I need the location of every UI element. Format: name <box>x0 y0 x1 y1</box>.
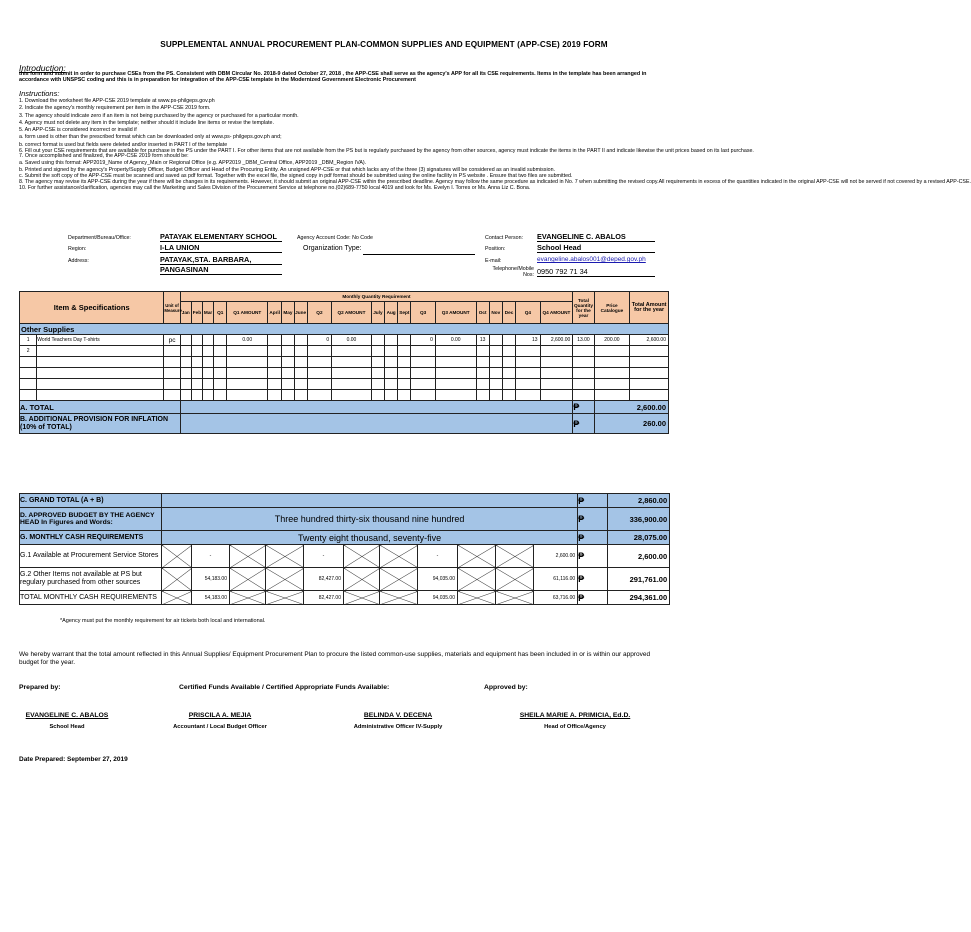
header-total-amount: Total Amount for the year <box>630 292 669 324</box>
row-number: 2 <box>20 346 37 357</box>
month-header: Oct <box>476 302 489 324</box>
form-title: SUPPLEMENTAL ANNUAL PROCUREMENT PLAN-COMMON SUPPLIES AND EQUIPMENT (APP-CSE) 2019 FORM <box>160 40 608 49</box>
month-header: Q3 <box>411 302 435 324</box>
org-type-label: Organization Type: <box>303 245 362 252</box>
signatory-position: School Head <box>49 724 85 730</box>
g2-q3: 94,035.00 <box>418 568 458 591</box>
email-label: E-mail: <box>485 258 502 264</box>
signatory-position: Accountant / Local Budget Officer <box>173 724 267 730</box>
month-header: Mar <box>203 302 214 324</box>
header-unit: Unit of Measure <box>164 292 180 324</box>
phone-value: 0950 792 71 34 <box>537 267 655 277</box>
row-q1-amount: 0.00 <box>227 335 268 346</box>
month-header: Q1 <box>214 302 227 324</box>
total-q3: 94,035.00 <box>418 591 458 605</box>
month-header: Q1 AMOUNT <box>227 302 268 324</box>
monthly-cash-value: 28,075.00 <box>608 531 670 545</box>
header-item: Item & Specifications <box>20 292 164 324</box>
g1-q2: - <box>304 545 344 568</box>
instruction-item: c. Submit the soft copy of the APP-CSE must be scanned and saved as pdf format. Together with the excel file, the signed copy in pdf format should be submitted using the online facility in PS website . Ensure that two files are submitted. <box>19 173 573 180</box>
total-value: 2,600.00 <box>594 401 668 414</box>
grand-total-label: C. GRAND TOTAL (A + B) <box>20 494 162 508</box>
month-header: Aug <box>385 302 398 324</box>
instruction-item: a. Saved using this format: APP2019_Name of Agency_Main or Regional Office (e.g. APP2019 _DBM_Central Office, APP2019 _DBM_Region IVA). <box>19 159 367 166</box>
month-header: Feb <box>191 302 202 324</box>
instruction-item: 4. Agency must not delete any item in the template; neither should it include line items or revise the template. <box>19 119 274 126</box>
g1-q4: 2,600.00 <box>534 545 578 568</box>
introduction-text: this form and submit in order to purchase CSEs from the PS. Consistent with DBM Circular No. 2018-9 dated October 27, 2018 , the APP-CSE shall serve as the agency's APP for all its CSE requirements. Items in the template has been arranged in accordance with UNSPSC coding and this is in preparation for integration of the APP-CSE template in the Modernized Government Electronic Procurement <box>19 71 647 84</box>
month-header: Dec <box>502 302 515 324</box>
row-q2-amount: 0.00 <box>332 335 372 346</box>
signatory-position: Head of Office/Agency <box>544 724 606 730</box>
row-oct: 13 <box>476 335 489 346</box>
prepared-by-label: Prepared by: <box>19 684 61 691</box>
address-value <box>160 255 282 275</box>
total-label: A. TOTAL <box>20 401 181 414</box>
instruction-item: b. Printed and signed by the agency's Property/Supply Officer, Budget Officer and Head of the Procuring Entity. An unsigned APP-CSE or that which lacks any of the three (3) signatures will be considered as an invalid submission. <box>19 166 555 173</box>
row-item: World Teachers Day T-shirts <box>37 335 164 346</box>
footnote: *Agency must put the monthly requirement for air tickets both local and international. <box>60 618 266 624</box>
signatory-name: PRISCILA A. MEJIA <box>188 712 252 719</box>
certified-label: Certified Funds Available / Certified Appropriate Funds Available: <box>179 684 390 691</box>
month-header: April <box>268 302 282 324</box>
peso-sign: ₱ <box>573 401 594 414</box>
peso-sign: ₱ <box>578 531 608 545</box>
month-header: Q2 AMOUNT <box>332 302 372 324</box>
row-unit: pc <box>164 335 180 346</box>
month-header: Q4 <box>516 302 540 324</box>
row-total-amount: 2,600.00 <box>630 335 669 346</box>
total-q4: 63,716.00 <box>534 591 578 605</box>
grand-total-value: 2,860.00 <box>608 494 670 508</box>
region-value: I-LA UNION <box>160 243 282 253</box>
month-header: May <box>282 302 294 324</box>
peso-sign: ₱ <box>573 414 594 434</box>
g2-label: G.2 Other Items not available at PS but regulary purchased from other sources <box>20 568 162 591</box>
inflation-label: B. ADDITIONAL PROVISION FOR INFLATION (10% of TOTAL) <box>20 414 181 434</box>
header-monthly: Monthly Quantity Requirement <box>180 292 573 302</box>
g2-q4: 61,116.00 <box>534 568 578 591</box>
contact-value: EVANGELINE C. ABALOS <box>537 232 655 242</box>
phone-label <box>484 266 534 278</box>
summary-table <box>19 493 670 605</box>
address-line-2: PANGASINAN <box>160 265 282 275</box>
date-prepared: Date Prepared: September 27, 2019 <box>19 756 128 763</box>
g1-label: G.1 Available at Procurement Service Stores <box>20 545 162 568</box>
header-total-qty: Total Quantity for the year <box>573 292 594 324</box>
monthly-cash-words: Twenty eight thousand, seventy-five <box>162 531 578 545</box>
instruction-item: a. form used is other than the prescribed format which can be downloaded only at www.ps- philgeps.gov.ph and; <box>19 134 282 141</box>
org-type-field[interactable] <box>363 254 475 255</box>
contact-label: Contact Person: <box>485 235 523 241</box>
month-header: Q3 AMOUNT <box>435 302 476 324</box>
row-number: 1 <box>20 335 37 346</box>
month-header: June <box>294 302 307 324</box>
instruction-item: 7. Once accomplished and finalized, the APP-CSE 2019 form should be: <box>19 153 189 160</box>
position-label: Position: <box>485 246 506 252</box>
dept-label: Department/Bureau/Office: <box>68 235 131 241</box>
instruction-item: 6. Fill out your CSE requirements that are available for purchase in the PS under the PART I. For other items that are not available from the PS but is regularly purchased by the agency from other sources, agency must indicate the items in the PART II and indicate likewise the unit prices based on its last purchase. <box>19 148 754 155</box>
phone-label-1: Telephone/Mobile <box>492 266 534 272</box>
email-link[interactable]: evangeline.abalos001@deped.gov.ph <box>537 256 646 263</box>
signatory-name: EVANGELINE C. ABALOS <box>25 712 109 719</box>
signatory-block <box>160 712 280 730</box>
peso-sign: ₱ <box>578 545 608 568</box>
total-q1: 54,183.00 <box>192 591 230 605</box>
month-header: Nov <box>489 302 502 324</box>
signatory-block <box>503 712 647 730</box>
total-monthly-value: 294,361.00 <box>608 591 670 605</box>
instructions-heading: Instructions: <box>19 89 60 98</box>
month-header: Q2 <box>307 302 331 324</box>
g1-q1: - <box>192 545 230 568</box>
instruction-item: 10. For further assistance/clarification, agencies may call the Marketing and Sales Division of the Procurement Service at telephone no.(02)689-7750 local 4019 and look for Ms. Evelyn I. Torres or Ms. Anna Liz C. Bona. <box>19 184 531 191</box>
row-q3: 0 <box>411 335 435 346</box>
g2-q1: 54,183.00 <box>192 568 230 591</box>
instruction-item: 8. The agency may revise its APP-CSE during the year if there will be changes in its requirements. However, it should submit an original APP-CSE within the prescribed deadline. Agency may follow the same procedure as indicated in No. 7 when submitting the revised copy.All requirements in excess of the quantities indicated in the original APP-CSE will not be served if not covered by a revised APP-CSE. <box>19 178 971 185</box>
row-q4-amount: 2,600.00 <box>540 335 573 346</box>
introduction-heading: Introduction: <box>19 63 66 73</box>
address-line-1: PATAYAK,STA. BARBARA, <box>160 255 282 265</box>
inflation-value: 260.00 <box>594 414 668 434</box>
instruction-item: 3. The agency should indicate zero if an item is not being purchased by the agency or purchased for a particular month. <box>19 112 299 119</box>
approved-by-label: Approved by: <box>484 684 528 691</box>
account-code: Agency Account Code: No Code <box>297 235 373 241</box>
signatory-name: SHEILA MARIE A. PRIMICIA, Ed.D. <box>519 712 631 719</box>
header-price: Price Catalogue <box>594 292 630 324</box>
approved-budget-words: Three hundred thirty-six thousand nine hundred <box>162 508 578 531</box>
month-header: July <box>371 302 384 324</box>
month-header: Q4 AMOUNT <box>540 302 573 324</box>
signatory-name: BELINDA V. DECENA <box>363 712 433 719</box>
instructions-list <box>19 98 971 192</box>
procurement-table <box>19 291 669 434</box>
dept-value: PATAYAK ELEMENTARY SCHOOL <box>160 232 282 242</box>
g1-total: 2,600.00 <box>608 545 670 568</box>
signatory-block <box>12 712 122 730</box>
instruction-item: b. correct format is used but fields were deleted and/or inserted in PART I of the template <box>19 141 228 148</box>
g2-q2: 82,427.00 <box>304 568 344 591</box>
position-value: School Head <box>537 243 655 253</box>
peso-sign: ₱ <box>578 568 608 591</box>
approved-budget-value: 336,900.00 <box>608 508 670 531</box>
approved-budget-label: D. APPROVED BUDGET BY THE AGENCY HEAD In Figures and Words: <box>20 508 162 531</box>
address-label: Address: <box>68 258 89 264</box>
row-price: 200.00 <box>594 335 630 346</box>
signatory-block <box>335 712 461 730</box>
month-header: Sept <box>398 302 411 324</box>
certification-text: We hereby warrant that the total amount reflected in this Annual Supplies/ Equipment Procurement Plan to procure the listed common-use supplies, materials and equipment has been included in or is within our approved budget for the year. <box>19 651 651 666</box>
month-header: Jan <box>180 302 191 324</box>
section-header: Other Supplies <box>20 324 669 335</box>
instruction-item: 2. Indicate the agency's monthly requirement per item in the APP-CSE 2019 form. <box>19 105 211 112</box>
peso-sign: ₱ <box>578 494 608 508</box>
phone-label-2: Nos: <box>523 272 534 278</box>
total-monthly-label: TOTAL MONTHLY CASH REQUIREMENTS <box>20 591 162 605</box>
row-q3-amount: 0.00 <box>435 335 476 346</box>
g2-total: 291,761.00 <box>608 568 670 591</box>
table-row <box>20 346 669 357</box>
region-label: Region: <box>68 246 87 252</box>
signatory-position: Administrative Officer IV-Supply <box>353 724 443 730</box>
peso-sign: ₱ <box>578 591 608 605</box>
instruction-item: 1. Download the worksheet file APP-CSE 2019 template at www.ps-philgeps.gov.ph <box>19 98 215 104</box>
row-total-qty: 13.00 <box>573 335 594 346</box>
monthly-cash-label: G. MONTHLY CASH REQUIREMENTS <box>20 531 162 545</box>
table-row <box>20 335 669 346</box>
instruction-item: 5. An APP-CSE is considered incorrect or invalid if <box>19 127 137 134</box>
total-q2: 82,427.00 <box>304 591 344 605</box>
row-q2: 0 <box>307 335 331 346</box>
row-q4: 13 <box>516 335 540 346</box>
peso-sign: ₱ <box>578 508 608 531</box>
g1-q3: - <box>418 545 458 568</box>
